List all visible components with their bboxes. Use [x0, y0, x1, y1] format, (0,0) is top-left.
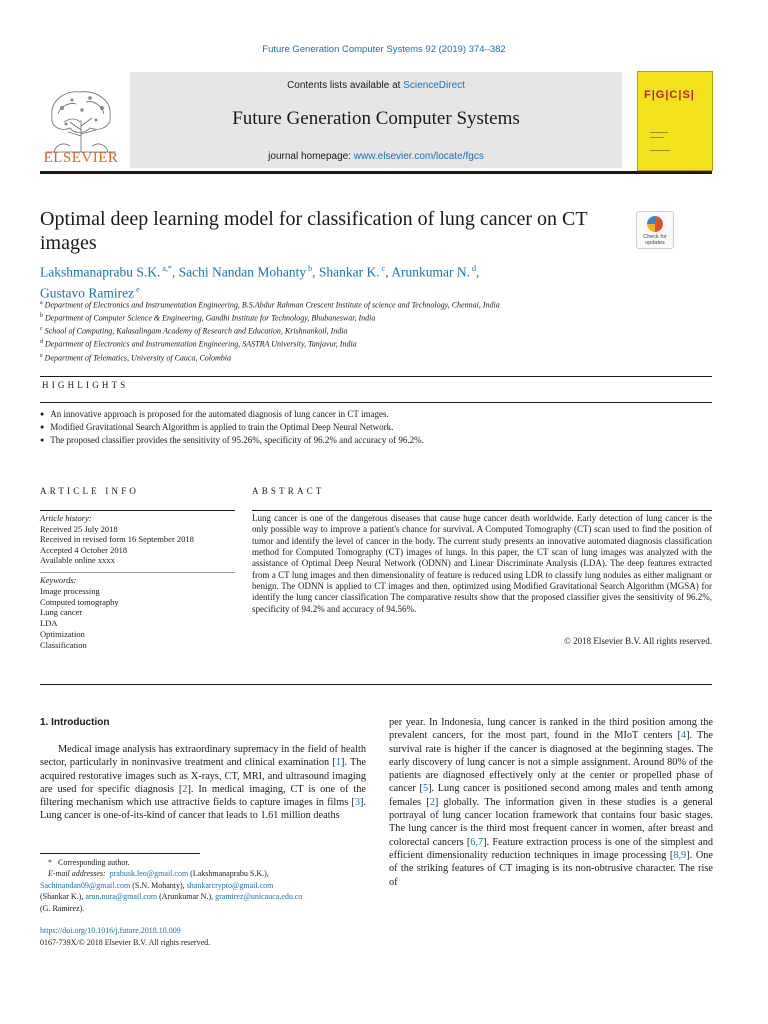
history-revised: Received in revised form 16 September 2018 — [40, 534, 194, 544]
citation-link[interactable]: 8,9 — [673, 849, 687, 861]
affiliation-text: Department of Electronics and Instrumentation Engineering, B.S.Abdur Rahman Crescent Institute of science and Technology, Chennai, India — [42, 300, 500, 310]
footnote-mark: * — [48, 858, 52, 867]
text-run: per year. In Indonesia, lung cancer is ranked in the third position among the prevalent cancers, for the most part, found in the MIoT centers [ — [389, 717, 713, 742]
doi-link[interactable] — [40, 926, 181, 935]
footnote-rule — [40, 853, 200, 854]
text-run: ]. Feature extraction process is one of the simplest and efficient dimensionality reduction techniques in image processing [ — [389, 836, 713, 861]
highlight-item: ● Modified Gravitational Search Algorithm is applied to train the Optimal Deep Neural Network. — [40, 421, 720, 434]
text-run: ]. One of the striking features of CT imaging is its non-obtrusive character. The rise of — [389, 849, 713, 888]
check-updates-icon — [647, 216, 663, 232]
doi-anchor[interactable]: https://doi.org/10.1016/j.future.2018.10.009 — [40, 926, 181, 935]
abstract-copyright: © 2018 Elsevier B.V. All rights reserved. — [564, 636, 712, 646]
author-separator: , — [385, 264, 392, 280]
keyword: Computed tomography — [40, 596, 119, 607]
email-link[interactable]: shankarcrypto@gmail.com — [186, 880, 274, 890]
author-affiliation-mark[interactable]: c — [379, 264, 386, 273]
email-owner: (S.N. Mohanty), — [130, 880, 187, 890]
author-name[interactable]: Arunkumar N. — [391, 264, 470, 280]
text-run: ]. Lung cancer is positioned second among males and tenth among females [ — [389, 783, 713, 808]
elsevier-wordmark: ELSEVIER — [43, 150, 119, 166]
affiliation — [40, 337, 720, 350]
affiliation — [40, 298, 720, 311]
body-column-left — [40, 743, 366, 823]
history-online: Available online xxxx — [40, 555, 115, 565]
author-name[interactable]: Lakshmanaprabu S.K. — [40, 264, 161, 280]
intro-paragraph-continued — [389, 716, 713, 889]
contents-prefix: Contents lists available at — [287, 80, 404, 91]
author-affiliation-mark[interactable]: d — [469, 264, 476, 273]
article-title: Optimal deep learning model for classification of lung cancer on CT images — [40, 208, 588, 254]
sciencedirect-link[interactable]: ScienceDirect — [403, 80, 465, 91]
journal-cover-thumbnail[interactable] — [637, 71, 713, 171]
highlights-rule — [40, 402, 712, 403]
introduction-heading: 1. Introduction — [40, 717, 110, 728]
affiliation-text: School of Computing, Kalasalingam Academy of Research and Education, Krishnankoil, India — [42, 326, 348, 336]
author-separator: , — [475, 264, 480, 280]
homepage-prefix: journal homepage: — [268, 151, 354, 162]
abstract-text: Lung cancer is one of the dangerous diseases that cause huge cancer death worldwide. Early detection of lung cancer is the only possible way to improve a patient's chance for survival. A Computed Tomography (CT) scan used to find the position of tumor and identify the level of cancer in the body. The current study presents an innovative automated diagnosis classification method for Computed Tomography (CT) images of lungs. In this paper, the CT scan of lung images was analyzed with the assistance of Optimal Deep Neural Network (ODNN) and Linear Discriminate Analysis (LDA). The deep features extracted from a CT lung images and then dimensionality of feature is reduced using LDR to classify lung nodules as either malignant or benign. The ODNN is applied to CT images and then, optimized using Modified Gravitational Search Algorithm (MGSA) for identify the lung cancer classification The comparative results show that the proposed classifier gives the sensitivity of 96.2%, specificity of 94.2% and accuracy of 94.56%. — [252, 513, 712, 614]
contents-line — [130, 80, 622, 91]
affiliation-mark: c — [40, 326, 43, 333]
keywords-label: Keywords: — [40, 575, 77, 585]
intro-paragraph — [40, 743, 366, 823]
affiliations — [40, 298, 720, 364]
email-owner: (G. Ramirez). — [40, 903, 85, 913]
affiliation-text: Department of Telematics, University of Cauca, Colombia — [42, 353, 232, 363]
email-owner: (Shankar K.), — [40, 892, 86, 902]
affiliation-mark: a — [40, 300, 43, 306]
highlights-list — [40, 408, 720, 447]
journal-reference-link[interactable]: Future Generation Computer Systems 92 (2019) 374–382 — [262, 44, 506, 55]
email-footnote — [40, 891, 370, 902]
citation-link[interactable]: 2 — [182, 783, 188, 795]
footnote-text: Corresponding author. — [58, 858, 130, 867]
affiliation-mark: d — [40, 339, 43, 346]
issn-copyright: 0167-739X/© 2018 Elsevier B.V. All rights reserved. — [40, 938, 211, 947]
citation-link[interactable]: 2 — [429, 796, 435, 808]
email-owner: (Arunkumar N.), — [157, 892, 216, 902]
article-history — [40, 513, 240, 566]
cover-title: F|G|C|S| — [644, 89, 695, 101]
email-link[interactable]: gramirez@unicauca.edu.co — [215, 892, 303, 902]
body-rule — [40, 684, 712, 685]
body-column-right — [389, 716, 713, 889]
abstract-heading: ABSTRACT — [252, 486, 325, 496]
author-separator: , — [171, 264, 179, 280]
text-run: ]. The acquired restorative images such as X-rays, CT, MRI, and ultrasound imaging are used for specific diagnosis [ — [40, 757, 366, 795]
citation-link[interactable]: 5 — [422, 783, 429, 795]
affiliation — [40, 324, 720, 337]
email-link[interactable]: arun.nura@gmail.com — [85, 892, 158, 902]
check-for-updates-badge[interactable] — [636, 211, 674, 249]
cover-line — [650, 132, 668, 133]
highlight-item: ● An innovative approach is proposed for the automated diagnosis of lung cancer in CT images. — [40, 408, 720, 421]
text-run: Medical image analysis has extraordinary supremacy in the field of health sector, particularly in noninvasive treatment and clinical examination [ — [40, 744, 366, 769]
affiliation-mark: b — [40, 313, 43, 320]
journal-homepage-link[interactable]: www.elsevier.com/locate/fgcs — [353, 151, 484, 162]
author-name[interactable]: Shankar K. — [318, 264, 380, 280]
email-label: E-mail addresses: — [48, 869, 106, 879]
author-affiliation-mark[interactable]: a,* — [160, 264, 172, 273]
affiliation — [40, 311, 720, 324]
text-run: ]. In medical imaging, CT is one of the filtering mechanism which use attractive fields to capture images in films [ — [40, 783, 366, 809]
email-link[interactable]: Sachinandan09@gmail.com — [40, 880, 131, 890]
affiliation-mark: e — [40, 352, 43, 359]
keywords-list — [40, 575, 240, 651]
keywords-rule — [40, 572, 235, 573]
cover-line — [650, 137, 664, 138]
author-separator: , — [312, 264, 319, 280]
keyword: LDA — [40, 618, 58, 629]
email-link[interactable]: prabusk.leo@gmail.com — [109, 869, 189, 879]
journal-name: Future Generation Computer Systems — [232, 108, 520, 129]
email-footnote — [40, 868, 370, 879]
history-accepted: Accepted 4 October 2018 — [40, 544, 128, 555]
affiliation-text: Department of Computer Science & Engineering, Gandhi Institute for Technology, Bhubaneswar, India — [43, 313, 376, 323]
text-run: ]. The survival rate is higher if the cancer is diagnosed at the beginning stages. The early discovery of lung cancer is not a simple assignment. Around 80% of the patients are diagnosed effectively only at the center or propelled phase of cancer [ — [389, 730, 713, 795]
footnotes — [40, 857, 370, 914]
keyword: Classification — [40, 639, 87, 650]
article-info-heading: ARTICLE INFO — [40, 486, 140, 496]
email-footnote — [40, 903, 370, 914]
citation-link[interactable]: 3 — [354, 797, 360, 809]
history-received: Received 25 July 2018 — [40, 523, 118, 534]
highlights-heading: HIGHLIGHTS — [42, 380, 129, 390]
highlight-item: ● The proposed classifier provides the sensitivity of 95.26%, specificity of 96.2% and accuracy of 96.2%. — [40, 434, 720, 447]
email-footnote — [40, 880, 370, 891]
keyword: Optimization — [40, 628, 85, 639]
affiliation-text: Department of Electronics and Instrumentation Engineering, SASTRA University, Tanjavur, India — [43, 340, 357, 350]
citation-link[interactable]: 4 — [680, 730, 687, 742]
history-label: Article history: — [40, 513, 92, 523]
homepage-line — [130, 151, 622, 162]
text-run: ] globally. The information given in these studies is a general portrayal of lung cancer location framework that contains four basic stages. The lung cancer is the third most frequent cancer in women, after breast and colorectal cancers [ — [389, 796, 714, 848]
author-name[interactable]: Gustavo Ramirez — [40, 285, 135, 300]
author-affiliation-mark[interactable]: e — [134, 284, 140, 294]
header-rule — [40, 171, 712, 174]
author-affiliation-mark[interactable]: b — [306, 264, 313, 273]
affiliation — [40, 351, 720, 364]
author-name[interactable]: Sachi Nandan Mohanty — [178, 264, 307, 280]
author-list — [40, 260, 640, 301]
check-updates-label: Check for updates — [643, 234, 667, 246]
highlights-top-rule — [40, 376, 712, 377]
citation-link[interactable]: 1 — [335, 757, 341, 769]
text-run: ]. Lung cancer is one-of-its-kind of cancer that leads to 1.61 million deaths — [40, 797, 366, 822]
email-owner: (Lakshmanaprabu S.K.), — [188, 869, 269, 879]
article-info-rule — [40, 510, 235, 511]
abstract-rule — [252, 510, 712, 511]
keyword: Lung cancer — [40, 607, 83, 618]
keyword: Image processing — [40, 585, 100, 596]
citation-link[interactable]: 6,7 — [470, 836, 484, 848]
cover-line — [650, 150, 670, 151]
corresponding-author-note — [40, 857, 370, 868]
